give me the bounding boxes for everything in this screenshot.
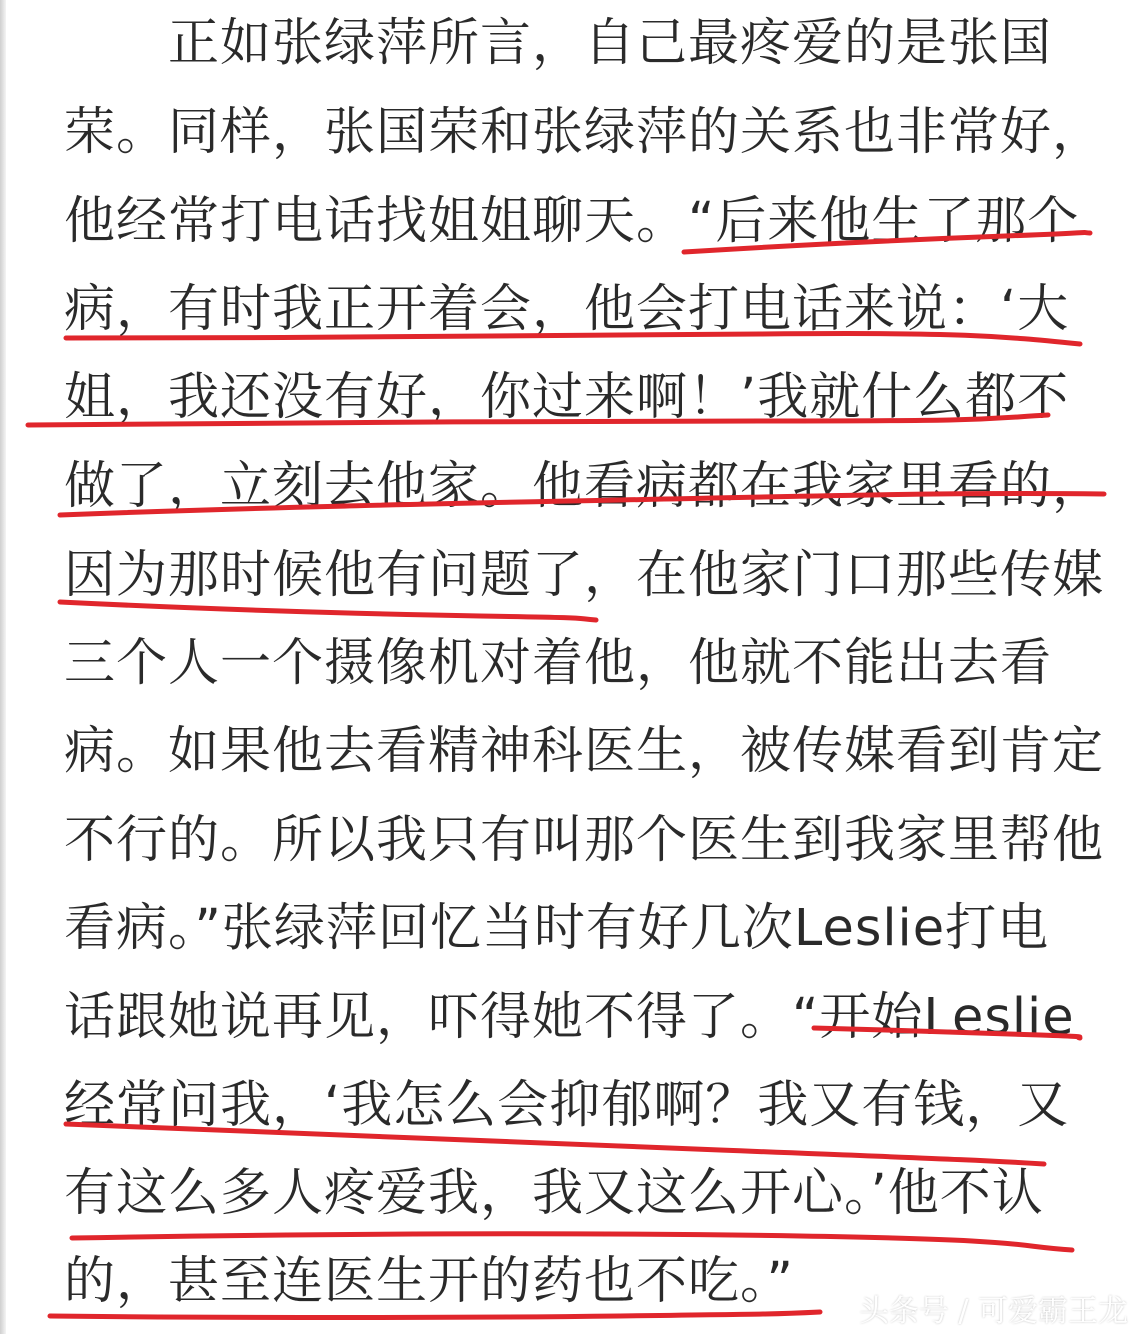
- text-line-11: 看病。”张绿萍回忆当时有好几次Leslie打电: [64, 899, 1050, 958]
- text-line-8: 三个人一个摄像机对着他，他就不能出去看: [64, 634, 1053, 693]
- text-line-13: 经常问我，‘我怎么会抑郁啊？我又有钱，又: [64, 1076, 1070, 1135]
- text-line-10: 不行的。所以我只有叫那个医生到我家里帮他: [64, 811, 1105, 870]
- text-line-14: 有这么多人疼爱我，我又这么开心。’他不认: [64, 1164, 1044, 1223]
- text-line-5: 姐，我还没有好，你过来啊！’我就什么都不: [64, 368, 1070, 427]
- text-line-15: 的，甚至连医生开的药也不吃。”: [64, 1252, 794, 1311]
- text-line-2: 荣。同样，张国荣和张绿萍的关系也非常好，: [64, 103, 1105, 162]
- text-line-4: 病，有时我正开着会，他会打电话来说：‘大: [64, 280, 1070, 339]
- text-line-6: 做了，立刻去他家。他看病都在我家里看的，: [64, 457, 1105, 516]
- text-line-9: 病。如果他去看精神科医生，被传媒看到肯定: [64, 722, 1105, 781]
- text-line-7: 因为那时候他有问题了，在他家门口那些传媒: [64, 546, 1105, 605]
- text-line-12: 话跟她说再见，吓得她不得了。“开始Leslie: [64, 988, 1075, 1047]
- text-line-1: 正如张绿萍所言，自己最疼爱的是张国: [64, 14, 1053, 73]
- watermark: 头条号 / 可爱霸王龙: [858, 1294, 1128, 1329]
- page-edge-shadow: [0, 0, 6, 1334]
- text-line-3: 他经常打电话找姐姐聊天。“后来他生了那个: [64, 192, 1080, 251]
